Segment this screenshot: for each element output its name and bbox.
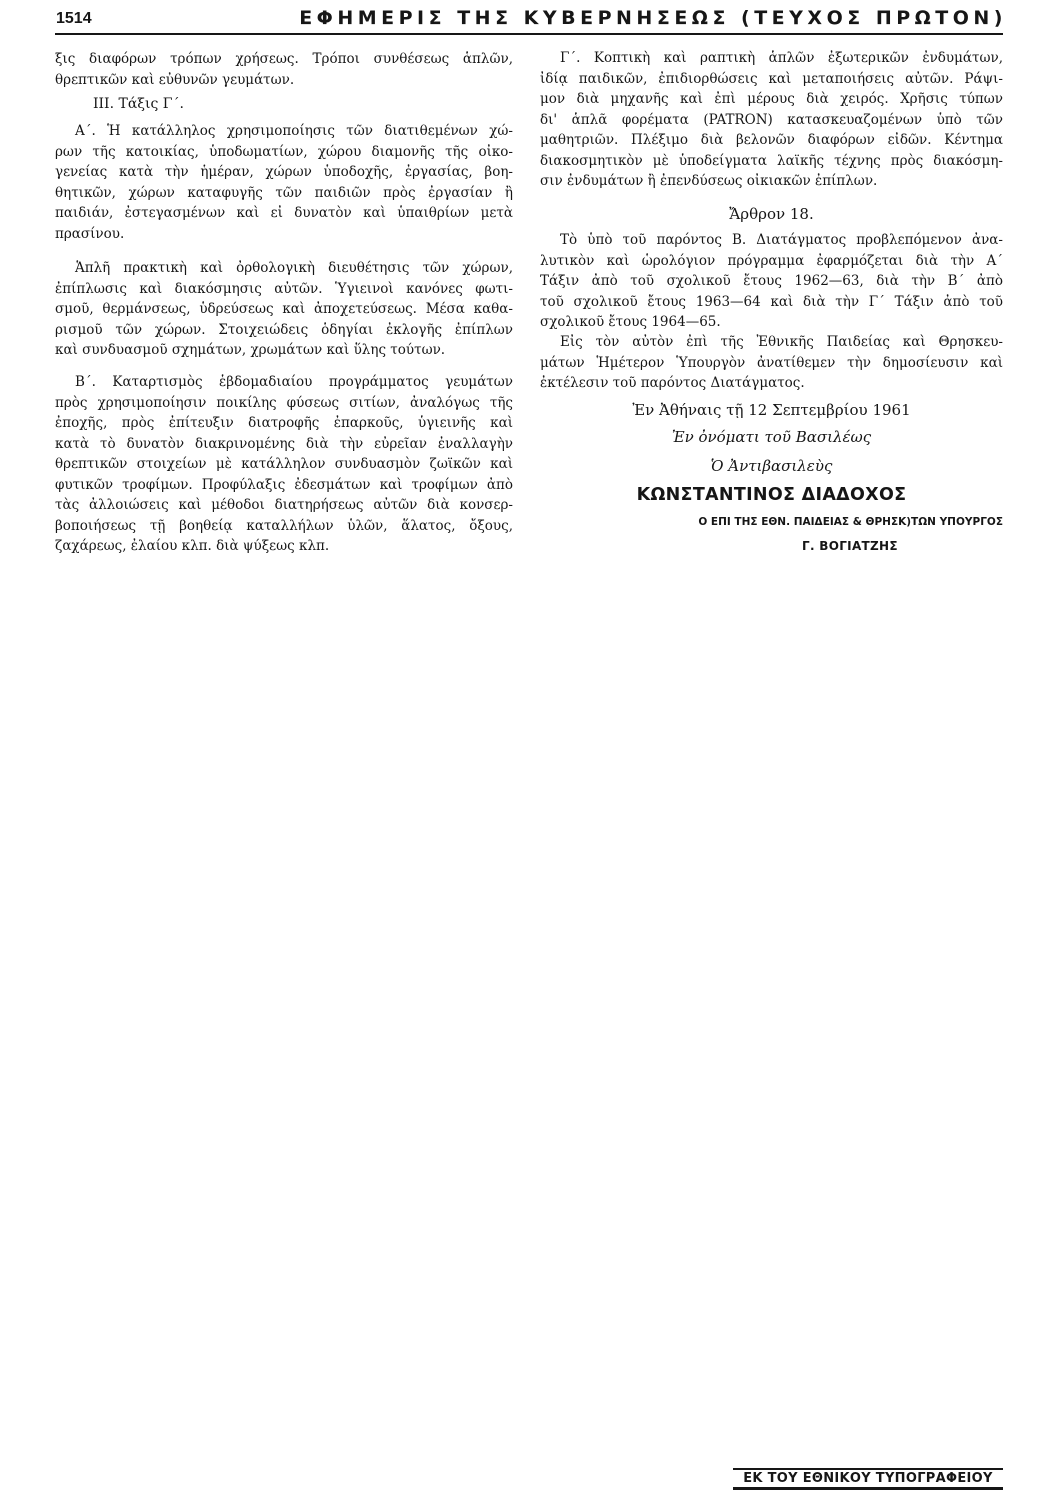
text-line: πρασίνου. bbox=[55, 225, 125, 242]
text-line: διακοσμητικὸν μὲ ὑποδείγματα λαϊκῆς τέχνης πρὸς διακόσμη- bbox=[540, 152, 1003, 169]
text-line: Εἰς τὸν αὐτὸν ἐπὶ τῆς Ἐθνικῆς Παιδείας καὶ Θρησκευ- bbox=[560, 334, 1003, 350]
text-line: φυτικῶν τροφίμων. Προφύλαξις ἐδεσμάτων καὶ τροφίμων ἀπὸ bbox=[55, 476, 513, 493]
paragraph-b bbox=[55, 372, 513, 557]
page-number: 1514 bbox=[56, 10, 92, 27]
text-line: δι' ἁπλᾶ φορέματα (PATRON) κατασκευαζομένων ὑπὸ τῶν bbox=[540, 111, 1003, 128]
date-line: Ἐν Ἀθήναις τῇ 12 Σεπτεμβρίου 1961 bbox=[632, 401, 911, 419]
paragraph-c bbox=[540, 48, 1003, 192]
text-line: τοῦ σχολικοῦ ἔτους 1963—64 καὶ διὰ τὴν Γ΄ Τάξιν ἀπὸ τοῦ bbox=[540, 293, 1003, 310]
text-line: Ἁπλῆ πρακτικὴ καὶ ὀρθολογικὴ διευθέτησις τῶν χώρων, bbox=[75, 260, 513, 276]
text-line: θρεπτικῶν στοιχείων μὲ κατάλληλον συνδυασμὸν ζωϊκῶν καὶ bbox=[55, 456, 513, 472]
text-line: γενείας κατὰ τὴν ἡμέραν, χώρων ὑποδοχῆς, ἐργασίας, βοη- bbox=[55, 164, 513, 180]
text-line: μον διὰ μηχανῆς καὶ ἐπὶ μέρους διὰ χειρός. Χρῆσις τύπων bbox=[540, 91, 1003, 107]
paragraph-a-continued bbox=[55, 258, 513, 361]
text-line: Β΄. Καταρτισμὸς ἑβδομαδιαίου προγράμματος γευμάτων bbox=[75, 374, 513, 390]
left-column bbox=[55, 0, 513, 600]
right-column bbox=[540, 0, 1003, 600]
text-line: θητικῶν, χώρων καταφυγῆς τῶν παιδιῶν πρὸς ἐργασίαν ἢ bbox=[55, 184, 513, 201]
in-name-of-king: Ἐν ὀνόματι τοῦ Βασιλέως bbox=[671, 428, 872, 446]
section-heading: III. Τάξις Γ΄. bbox=[93, 96, 184, 112]
text-line: θρεπτικῶν καὶ εὐθυνῶν γευμάτων. bbox=[55, 71, 295, 88]
text-line: πρὸς χρησιμοποίησιν ποικίλης φύσεως σιτίων, ἀναλόγως τῆς bbox=[55, 394, 513, 411]
text-line: ρισμοῦ τῶν χώρων. Στοιχειώδεις ὁδηγίαι ἐκλογῆς ἐπίπλων bbox=[55, 321, 513, 338]
text-line: ἐπίπλωσις καὶ διακόσμησις αὐτῶν. Ὑγιεινοὶ κανόνες φωτι- bbox=[55, 280, 513, 297]
text-line: μαθητριῶν. Πλέξιμο διὰ βελονῶν διαφόρων εἰδῶν. Κέντημα bbox=[540, 132, 1003, 148]
text-line: καὶ συνδυασμοῦ σχημάτων, χρωμάτων καὶ ὕλης τούτων. bbox=[55, 342, 446, 358]
text-line: ζαχάρεως, ἐλαίου κλπ. διὰ ψύξεως κλπ. bbox=[55, 538, 330, 554]
text-line: σχολικοῦ ἔτους 1964—65. bbox=[540, 314, 721, 330]
text-line: λυτικὸν καὶ ὡρολόγιον πρόγραμμα ἐφαρμόζεται διὰ τὴν Α΄ bbox=[540, 252, 1003, 269]
text-line: ἐποχῆς, πρὸς ἐπίτευξιν διατροφῆς ἐπαρκοῦς, ὑγιεινῆς καὶ bbox=[55, 415, 513, 431]
text-line: ἐκτέλεσιν τοῦ παρόντος Διατάγματος. bbox=[540, 375, 805, 391]
printer-imprint: ΕΚ ΤΟΥ ΕΘΝΙΚΟΥ ΤΥΠΟΓΡΑΦΕΙΟΥ bbox=[733, 1468, 1003, 1490]
text-line: μάτων Ἡμέτερον Ὑπουργὸν ἀνατίθεμεν τὴν δημοσίευσιν καὶ bbox=[540, 354, 1003, 371]
text-line: Τὸ ὑπὸ τοῦ παρόντος Β. Διατάγματος προβλεπόμενον ἀνα- bbox=[560, 232, 1003, 248]
text-line: βοποιήσεως τῇ βοηθείᾳ καταλλήλων ὑλῶν, ἅλατος, ὄξους, bbox=[55, 517, 513, 534]
text-line: τὰς ἀλλοιώσεις καὶ μέθοδοι διατηρήσεως αὐτῶν διὰ κονσερ- bbox=[55, 497, 513, 513]
text-line: σμοῦ, θερμάνσεως, ὑδρεύσεως καὶ ἀποχετεύσεως. Μέσα καθα- bbox=[55, 301, 513, 317]
text-line: σιν ἐνδυμάτων ἢ ἐπενδύσεως οἰκιακῶν ἐπίπλων. bbox=[540, 173, 878, 189]
text-line: ρων τῆς κατοικίας, ὑποδωματίων, χώρου διαμονῆς τῆς οἰκο- bbox=[55, 143, 513, 160]
gazette-title: ΕΦΗΜΕΡΙΣ ΤΗΣ ΚΥΒΕΡΝΗΣΕΩΣ (ΤΕΥΧΟΣ ΠΡΩΤΟΝ) bbox=[299, 7, 1007, 29]
regent-signature: ΚΩΝΣΤΑΝΤΙΝΟΣ ΔΙΑΔΟΧΟΣ bbox=[636, 485, 907, 505]
regent-title: Ὁ Ἀντιβασιλεὺς bbox=[710, 457, 833, 475]
text-line: Γ΄. Κοπτικὴ καὶ ραπτικὴ ἁπλῶν ἐξωτερικῶν ἐνδυμάτων, bbox=[560, 50, 1003, 66]
paragraph-a bbox=[55, 121, 513, 244]
article-paragraph-1 bbox=[540, 230, 1003, 333]
minister-title: Ο ΕΠΙ ΤΗΣ ΕΘΝ. ΠΑΙΔΕΙΑΣ & ΘΡΗΣΚ)ΤΩΝ ΥΠΟΥΡΓΟΣ bbox=[698, 516, 1003, 528]
article-heading: Ἄρθρον 18. bbox=[729, 205, 814, 223]
text-line: Α΄. Ἡ κατάλληλος χρησιμοποίησις τῶν διατιθεμένων χώ- bbox=[75, 123, 513, 139]
minister-signature: Γ. ΒΟΓΙΑΤΖΗΣ bbox=[802, 539, 898, 553]
intro-paragraph bbox=[55, 49, 513, 90]
article-paragraph-2 bbox=[540, 332, 1003, 394]
text-line: Τάξιν ἀπὸ τοῦ σχολικοῦ ἔτους 1962—63, διὰ τὴν Β΄ ἀπὸ bbox=[540, 273, 1003, 289]
text-line: κατὰ τὸ δυνατὸν διακρινομένης διὰ τὴν εὐρεῖαν ἐναλλαγὴν bbox=[55, 435, 513, 452]
text-line: ἰδίᾳ παιδικῶν, ἐπιδιορθώσεις καὶ μεταποιήσεις αὐτῶν. Ράψι- bbox=[540, 70, 1003, 87]
text-line: ξις διαφόρων τρόπων χρήσεως. Τρόποι συνθέσεως ἁπλῶν, bbox=[55, 51, 513, 67]
text-line: παιδιάν, ἐστεγασμένων καὶ εἰ δυνατὸν καὶ ὑπαιθρίων μετὰ bbox=[55, 205, 513, 221]
